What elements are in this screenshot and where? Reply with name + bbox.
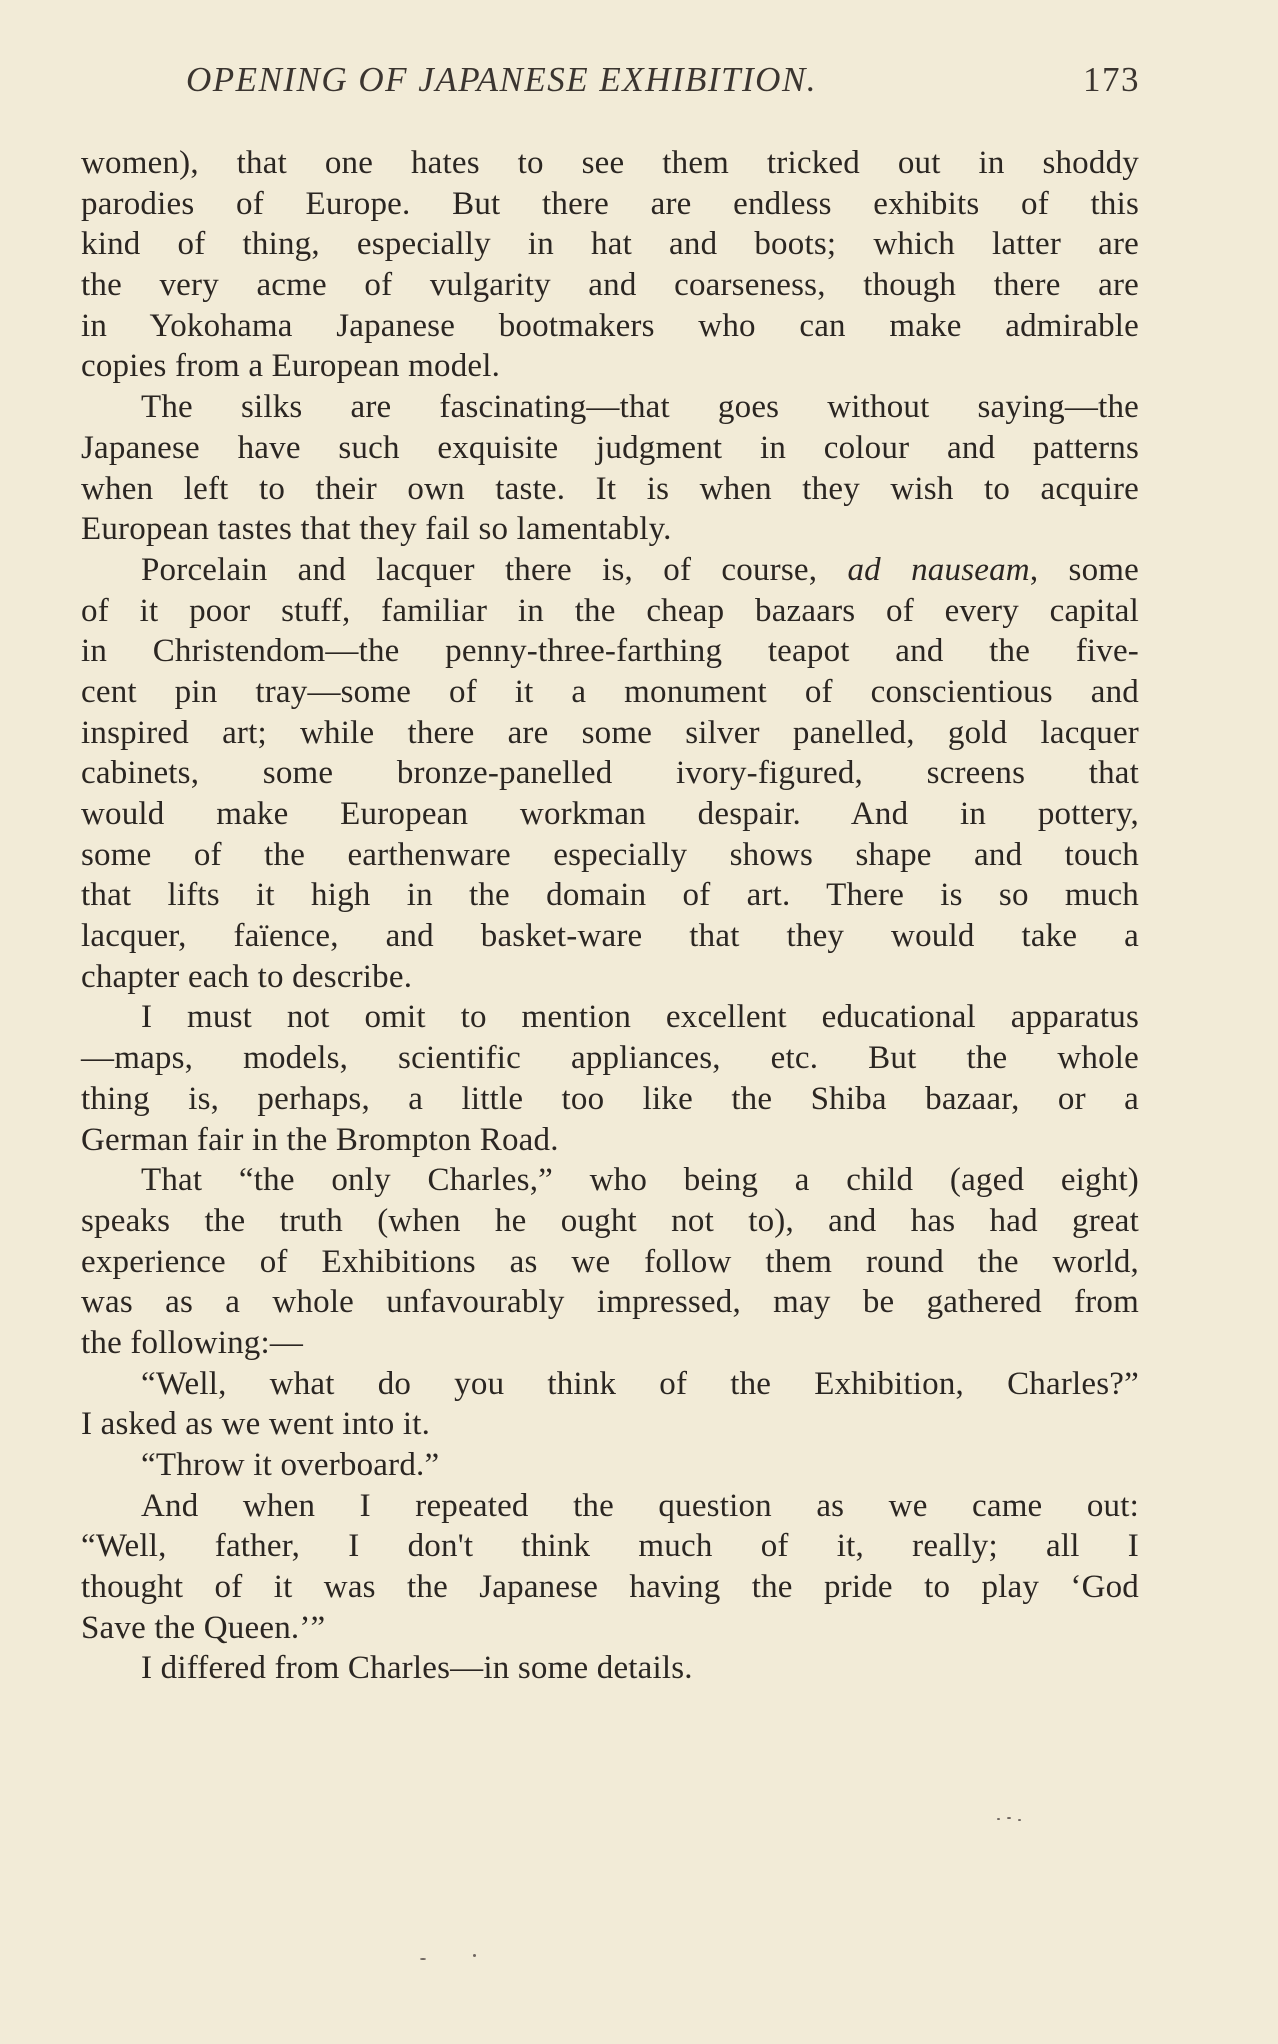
text-line: European tastes that they fail so lamentably. (81, 511, 672, 548)
text-line: women), that one hates to see them tricked out in shoddy (81, 145, 1139, 181)
text-line: “Well, what do you think of the Exhibition, Charles?” (141, 1365, 1139, 1402)
text-line: of it poor stuff, familiar in the cheap bazaars of every capital (81, 592, 1139, 629)
paragraph (81, 1486, 1139, 1649)
text-line: some of the earthenware especially shows shape and touch (81, 836, 1139, 873)
text-line: was as a whole unfavourably impressed, may be gathered from (81, 1284, 1139, 1321)
paper-speck (473, 1954, 476, 1957)
text-line: cabinets, some bronze-panelled ivory-figured, screens that (81, 755, 1139, 792)
text-line: Japanese have such exquisite judgment in colour and patterns (81, 429, 1139, 466)
text-line: parodies of Europe. But there are endless exhibits of this (81, 185, 1139, 222)
running-header (186, 60, 1186, 110)
paper-speck (1018, 1819, 1021, 1821)
paper-speck (420, 1958, 426, 1960)
paragraph (81, 550, 1139, 998)
text-line: chapter each to describe. (81, 958, 413, 995)
text-line: experience of Exhibitions as we follow them round the world, (81, 1243, 1139, 1280)
text-line: that lifts it high in the domain of art. There is so much (81, 877, 1139, 914)
text-line: inspired art; while there are some silver panelled, gold lacquer (81, 714, 1139, 751)
text-line: kind of thing, especially in hat and boots; which latter are (81, 226, 1139, 263)
text-line: the following:— (81, 1324, 304, 1361)
page-number: 173 (1083, 60, 1140, 99)
text-line: lacquer, faïence, and basket-ware that they would take a (81, 918, 1139, 955)
text-line: “Throw it overboard.” (141, 1447, 440, 1483)
text-line: speaks the truth (when he ought not to), and has had great (81, 1202, 1139, 1239)
paragraph (81, 387, 1139, 550)
text-line: The silks are fascinating—that goes without saying—the (141, 389, 1139, 426)
text-line: the very acme of vulgarity and coarseness, though there are (81, 267, 1139, 304)
text-line: Save the Queen.’” (81, 1609, 326, 1646)
text-line: when left to their own taste. It is when they wish to acquire (81, 470, 1139, 507)
text-line: thought of it was the Japanese having the pride to play ‘God (81, 1569, 1139, 1606)
text-line: in Christendom—the penny-three-farthing teapot and the five- (81, 633, 1139, 670)
text-line: I asked as we went into it. (81, 1406, 431, 1443)
paragraph (81, 1648, 1139, 1689)
running-title: OPENING OF JAPANESE EXHIBITION. (186, 60, 818, 99)
text-line: in Yokohama Japanese bootmakers who can make admirable (81, 307, 1139, 344)
text-line: would make European workman despair. And in pottery, (81, 796, 1139, 832)
text-line: German fair in the Brompton Road. (81, 1121, 559, 1158)
text-segment: Porcelain and lacquer there is, of course, (141, 551, 818, 588)
text-line: “Well, father, I don't think much of it, really; all I (81, 1528, 1139, 1565)
paragraph (81, 1445, 1139, 1486)
text-line: I differed from Charles—in some details. (141, 1650, 693, 1687)
italic-phrase: ad nauseam (847, 551, 1030, 588)
paper-speck (1007, 1817, 1011, 1819)
text-line: And when I repeated the question as we came out: (141, 1487, 1139, 1524)
text-segment: , some (1029, 551, 1140, 588)
paragraph (81, 143, 1139, 387)
text-line (81, 550, 1139, 591)
paragraph (81, 997, 1139, 1160)
text-line: I must not omit to mention excellent educational apparatus (141, 999, 1139, 1036)
text-line: —maps, models, scientific appliances, etc. But the whole (81, 1040, 1139, 1077)
body-text (81, 143, 1139, 1689)
text-line: copies from a European model. (81, 348, 501, 385)
paragraph (81, 1364, 1139, 1445)
paragraph (81, 1160, 1139, 1363)
text-line: thing is, perhaps, a little too like the Shiba bazaar, or a (81, 1080, 1139, 1117)
text-line: cent pin tray—some of it a monument of conscientious and (81, 673, 1139, 710)
paper-speck (997, 1818, 1000, 1820)
text-line: That “the only Charles,” who being a child (aged eight) (141, 1162, 1139, 1199)
